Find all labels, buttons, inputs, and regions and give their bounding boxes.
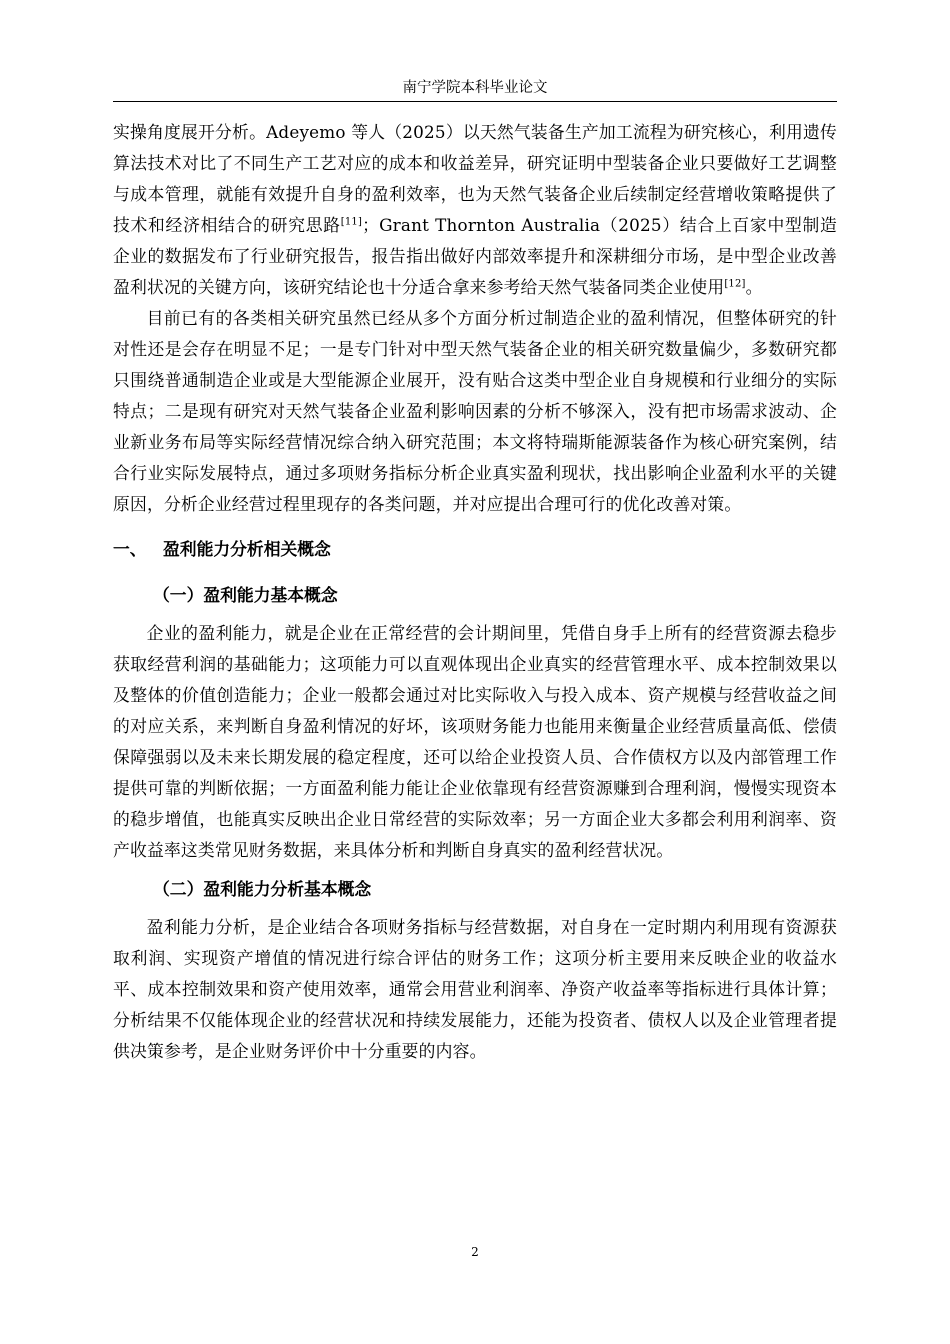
header-rule [113,101,837,102]
page-body [113,117,837,1067]
paragraph-literature-review [113,117,837,303]
paragraph-text: 。 [745,277,763,297]
paragraph-profitability-concept: 企业的盈利能力，就是企业在正常经营的会计期间里，凭借自身手上所有的经营资源去稳步获取经营利润的基础能力；这项能力可以直观体现出企业真实的经营管理水平、成本控制效果以及整体的价值创造能力；企业一般都会通过对比实际收入与投入成本、资产规模与经营收益之间的对应关系，来判断自身盈利情况的好坏，该项财务能力也能用来衡量企业经营质量高低、偿债保障强弱以及未来长期发展的稳定程度，还可以给企业投资人员、合作债权方以及内部管理工作提供可靠的判断依据；一方面盈利能力能让企业依靠现有经营资源赚到合理利润，慢慢实现资本的稳步增值，也能真实反映出企业日常经营的实际效率；另一方面企业大多都会利用利润率、资产收益率这类常见财务数据，来具体分析和判断自身真实的盈利经营状况。 [113,623,837,860]
section-heading [113,526,837,572]
subsection-heading-2: （二）盈利能力分析基本概念 [153,879,372,899]
citation-ref: [12] [724,278,746,290]
page-number: 2 [471,1245,479,1259]
paragraph-profitability-analysis: 盈利能力分析，是企业结合各项财务指标与经营数据，对自身在一定时期内利用现有资源获取利润、实现资产增值的情况进行综合评估的财务工作；这项分析主要用来反映企业的收益水平、成本控制效果和资产使用效率，通常会用营业利润率、净资产收益率等指标进行具体计算；分析结果不仅能体现企业的经营状况和持续发展能力，还能为投资者、债权人以及企业管理者提供决策参考，是企业财务评价中十分重要的内容。 [113,917,837,1061]
paragraph-text: 实操角度展开分析。Adeyemo 等人（2025）以天然气装备生产加工流程为研究核心，利用遗传算法技术对比了不同生产工艺对应的成本和收益差异，研究证明中型装备企业只要做好工艺调整与成本管理，就能有效提升自身的盈利效率，也为天然气装备企业后续制定经营增收策略提供了技术和经济相结合的研究思路 [113,122,837,235]
subsection-heading-1: （一）盈利能力基本概念 [153,585,338,605]
citation-ref: [11] [340,216,363,228]
paragraph-research-gap: 目前已有的各类相关研究虽然已经从多个方面分析过制造企业的盈利情况，但整体研究的针对性还是会存在明显不足；一是专门针对中型天然气装备企业的相关研究数量偏少，多数研究都只围绕普通制造企业或是大型能源企业展开，没有贴合这类中型企业自身规模和行业细分的实际特点；二是现有研究对天然气装备企业盈利影响因素的分析不够深入，没有把市场需求波动、企业新业务布局等实际经营情况综合纳入研究范围；本文将特瑞斯能源装备作为核心研究案例，结合行业实际发展特点，通过多项财务指标分析企业真实盈利现状，找出影响企业盈利水平的关键原因，分析企业经营过程里现存的各类问题，并对应提出合理可行的优化改善对策。 [113,308,837,514]
paragraph-text: ；Grant Thornton Australia（2025）结合上百家中型制造企业的数据发布了行业研究报告，报告指出做好内部效率提升和深耕细分市场，是中型企业改善盈利状况的关键方向，该研究结论也十分适合拿来参考给天然气装备同类企业使用 [113,215,837,297]
section-number: 一、 [113,539,147,559]
running-header: 南宁学院本科毕业论文 [402,80,548,96]
section-title: 盈利能力分析相关概念 [163,539,331,559]
